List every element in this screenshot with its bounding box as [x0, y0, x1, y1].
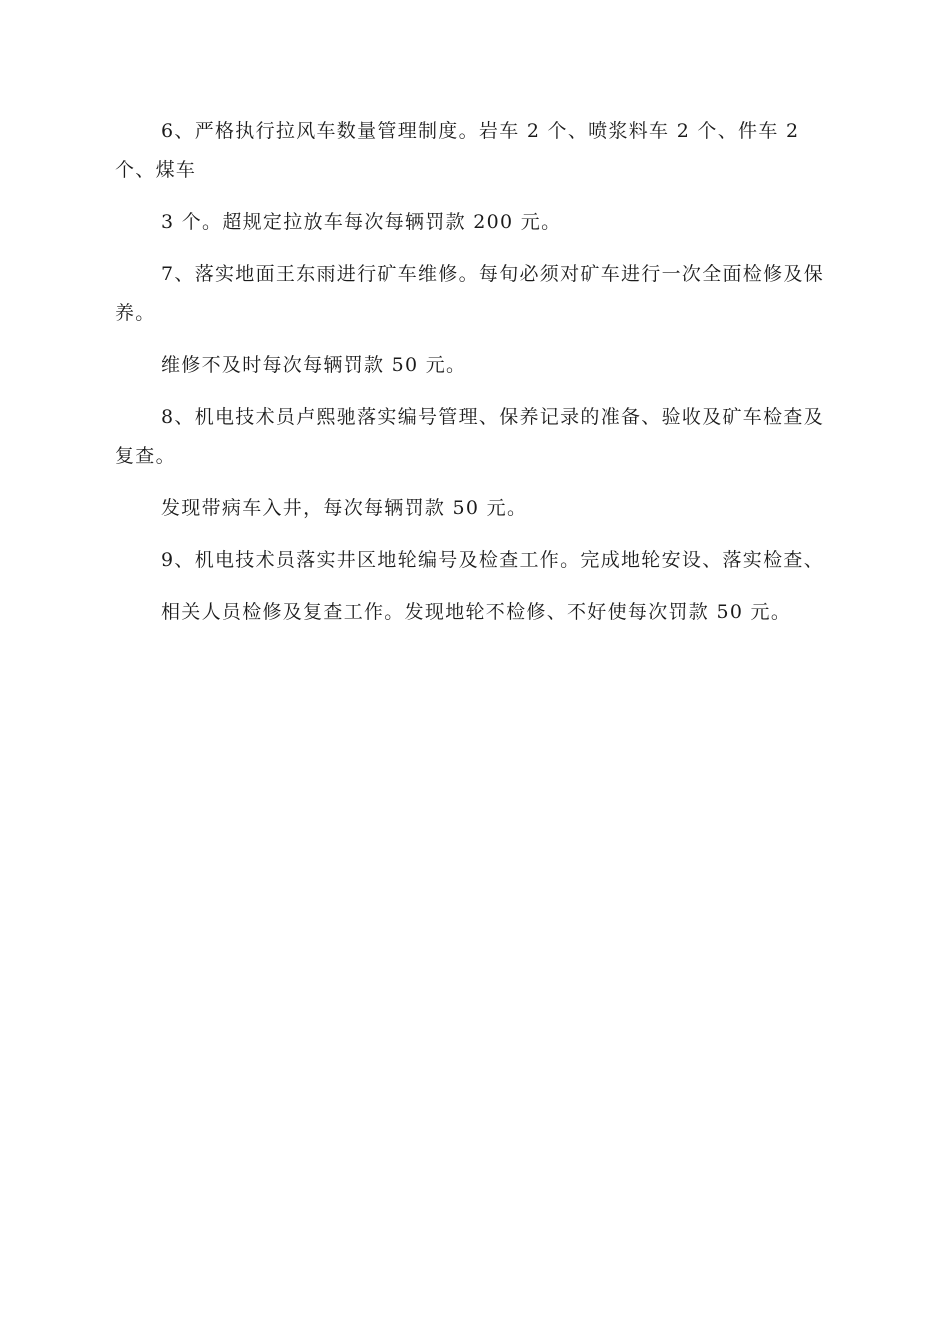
paragraph-6-penalty: 3 个。超规定拉放车每次每辆罚款 200 元。 [161, 211, 562, 233]
paragraph-7-rule: 7、落实地面王东雨进行矿车维修。每旬必须对矿车进行一次全面检修及保养。 [115, 263, 824, 324]
paragraph-9-penalty: 相关人员检修及复查工作。发现地轮不检修、不好使每次罚款 50 元。 [161, 601, 792, 623]
paragraph-8-rule: 8、机电技术员卢熙驰落实编号管理、保养记录的准备、验收及矿车检查及复查。 [115, 406, 824, 467]
document-body [115, 112, 835, 632]
paragraph-7-penalty: 维修不及时每次每辆罚款 50 元。 [161, 354, 467, 376]
paragraph-6-rule: 6、严格执行拉风车数量管理制度。岩车 2 个、喷浆料车 2 个、件车 2 个、煤车 [115, 120, 800, 181]
paragraph-8-penalty: 发现带病车入井，每次每辆罚款 50 元。 [161, 497, 528, 519]
paragraph-9-rule: 9、机电技术员落实井区地轮编号及检查工作。完成地轮安设、落实检查、 [161, 549, 824, 571]
